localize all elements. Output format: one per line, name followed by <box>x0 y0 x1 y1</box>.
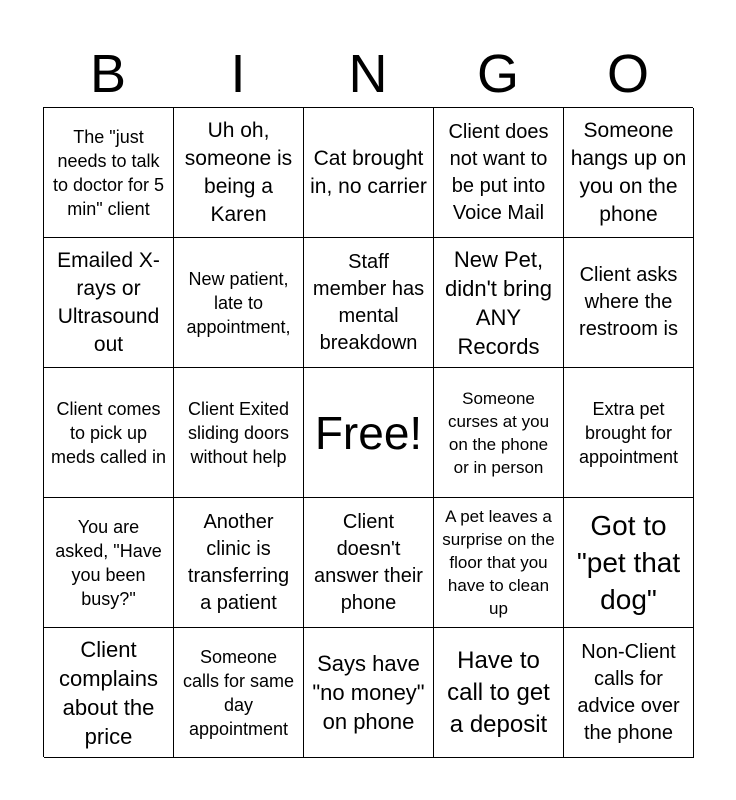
cell-text: Client does not want to be put into Voice Mail <box>448 120 549 224</box>
cell-text: Someone curses at you on the phone or in person <box>447 388 550 477</box>
cell-text: Client asks where the restroom is <box>579 264 678 340</box>
bingo-cell-r2c1[interactable] <box>44 238 174 368</box>
cell-text: Says have "no money" on phone <box>312 651 425 734</box>
cell-text: Client complains about the price <box>58 636 159 749</box>
bingo-cell-r3c2[interactable] <box>174 368 304 498</box>
header-letter-n: N <box>348 44 388 104</box>
bingo-cell-r3c1[interactable] <box>44 368 174 498</box>
bingo-header <box>43 42 693 106</box>
bingo-cell-r1c1[interactable] <box>44 108 174 238</box>
bingo-cell-r1c5[interactable] <box>564 108 694 238</box>
bingo-cell-r4c3[interactable] <box>304 498 434 628</box>
cell-text: New patient, late to appointment, <box>186 268 291 337</box>
cell-text: Non-Client calls for advice over the phone <box>577 640 680 744</box>
cell-text: You are asked, "Have you been busy?" <box>55 516 162 609</box>
bingo-cell-r1c4[interactable] <box>434 108 564 238</box>
cell-text: Staff member has mental breakdown <box>312 250 425 354</box>
bingo-cell-r5c5[interactable] <box>564 628 694 758</box>
cell-text: Extra pet brought for appointment <box>578 398 679 467</box>
cell-text: Another clinic is transferring a patient <box>187 510 290 614</box>
cell-text: Uh oh, someone is being a Karen <box>184 118 293 226</box>
bingo-cell-r1c2[interactable] <box>174 108 304 238</box>
header-letter-i: I <box>230 44 246 104</box>
bingo-cell-r2c3[interactable] <box>304 238 434 368</box>
cell-text: New Pet, didn't bring ANY Records <box>445 246 552 359</box>
bingo-card-grid <box>43 107 693 757</box>
header-letter-g: G <box>476 44 519 104</box>
header-letter-b: B <box>89 44 127 104</box>
cell-text: Client Exited sliding doors without help <box>187 398 290 467</box>
bingo-cell-r3c4[interactable] <box>434 368 564 498</box>
header-letter-o: O <box>606 44 649 104</box>
bingo-cell-r2c2[interactable] <box>174 238 304 368</box>
bingo-cell-r5c1[interactable] <box>44 628 174 758</box>
cell-text: Client doesn't answer their phone <box>314 510 423 614</box>
cell-text: Cat brought in, no carrier <box>310 146 427 198</box>
cell-text: Have to call to get a deposit <box>447 646 550 738</box>
bingo-cell-r4c5[interactable] <box>564 498 694 628</box>
bingo-cell-r5c4[interactable] <box>434 628 564 758</box>
cell-text: Emailed X-rays or Ultrasound out <box>57 248 160 356</box>
bingo-cell-r2c4[interactable] <box>434 238 564 368</box>
cell-text: Someone calls for same day appointment <box>182 646 295 739</box>
bingo-cell-r4c2[interactable] <box>174 498 304 628</box>
bingo-cell-r3c5[interactable] <box>564 368 694 498</box>
free-space-text: Free! <box>314 406 423 459</box>
bingo-cell-r1c3[interactable] <box>304 108 434 238</box>
cell-text: A pet leaves a surprise on the floor that you have to clean up <box>442 507 555 618</box>
bingo-cell-r5c3[interactable] <box>304 628 434 758</box>
bingo-cell-r4c4[interactable] <box>434 498 564 628</box>
bingo-cell-free[interactable] <box>304 368 434 498</box>
cell-text: Got to "pet that dog" <box>576 510 681 615</box>
cell-text: Client comes to pick up meds called in <box>50 398 167 467</box>
bingo-cell-r2c5[interactable] <box>564 238 694 368</box>
bingo-cell-r4c1[interactable] <box>44 498 174 628</box>
cell-text: The "just needs to talk to doctor for 5 min" client <box>52 126 165 219</box>
bingo-cell-r5c2[interactable] <box>174 628 304 758</box>
cell-text: Someone hangs up on you on the phone <box>570 118 687 226</box>
